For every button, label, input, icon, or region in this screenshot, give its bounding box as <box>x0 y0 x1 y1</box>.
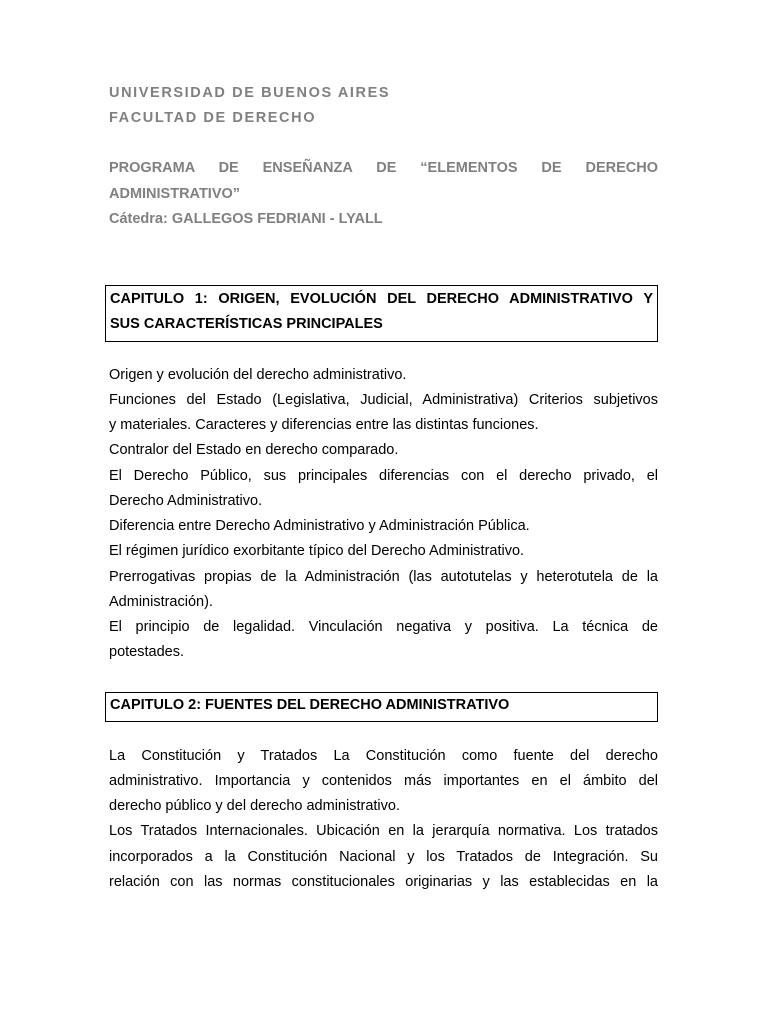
chapter-1-line: Administración). <box>109 594 213 610</box>
chapter-2-line: relación con las normas constitucionales originarias y las establecidas en la <box>109 874 658 890</box>
chapter-1-line: Contralor del Estado en derecho comparado. <box>109 442 399 458</box>
chapter-2-line: administrativo. Importancia y contenidos más importantes en el ámbito del <box>109 773 658 789</box>
chapter-1-line: El régimen jurídico exorbitante típico del Derecho Administrativo. <box>109 543 525 559</box>
program-title-line-1: PROGRAMA DE ENSEÑANZA DE “ELEMENTOS DE DERECHO <box>109 160 658 176</box>
program-title-line-2: ADMINISTRATIVO” <box>109 186 241 202</box>
chapter-2-line: derecho público y del derecho administrativo. <box>109 798 400 814</box>
chapter-2-line: Los Tratados Internacionales. Ubicación en la jerarquía normativa. Los tratados <box>109 823 658 839</box>
chapter-1-title-line-1: CAPITULO 1: ORIGEN, EVOLUCIÓN DEL DERECHO ADMINISTRATIVO Y <box>110 291 653 307</box>
chapter-2-line: incorporados a la Constitución Nacional y los Tratados de Integración. Su <box>109 849 658 865</box>
chapter-1-line: potestades. <box>109 644 184 660</box>
chapter-2-title-box <box>105 692 658 722</box>
chapter-1-line: Funciones del Estado (Legislativa, Judicial, Administrativa) Criterios subjetivos <box>109 392 658 408</box>
chapter-1-line: Prerrogativas propias de la Administración (las autotutelas y heterotutela de la <box>109 569 658 585</box>
chapter-2-title-line-1: CAPITULO 2: FUENTES DEL DERECHO ADMINISTRATIVO <box>110 697 510 713</box>
chapter-1-line: Origen y evolución del derecho administrativo. <box>109 367 407 383</box>
chapter-1-title-line-2: SUS CARACTERÍSTICAS PRINCIPALES <box>110 316 383 332</box>
chapter-1-title-box <box>105 285 658 342</box>
chapter-2-line: La Constitución y Tratados La Constitución como fuente del derecho <box>109 748 658 764</box>
chapter-1-line: Derecho Administrativo. <box>109 493 263 509</box>
chapter-1-line: y materiales. Caracteres y diferencias entre las distintas funciones. <box>109 417 539 433</box>
university-name: UNIVERSIDAD DE BUENOS AIRES <box>109 85 391 101</box>
faculty-name: FACULTAD DE DERECHO <box>109 110 317 126</box>
chapter-1-line: Diferencia entre Derecho Administrativo y Administración Pública. <box>109 518 530 534</box>
chair-name: Cátedra: GALLEGOS FEDRIANI - LYALL <box>109 211 383 227</box>
chapter-1-line: El Derecho Público, sus principales diferencias con el derecho privado, el <box>109 468 658 484</box>
chapter-1-line: El principio de legalidad. Vinculación negativa y positiva. La técnica de <box>109 619 658 635</box>
